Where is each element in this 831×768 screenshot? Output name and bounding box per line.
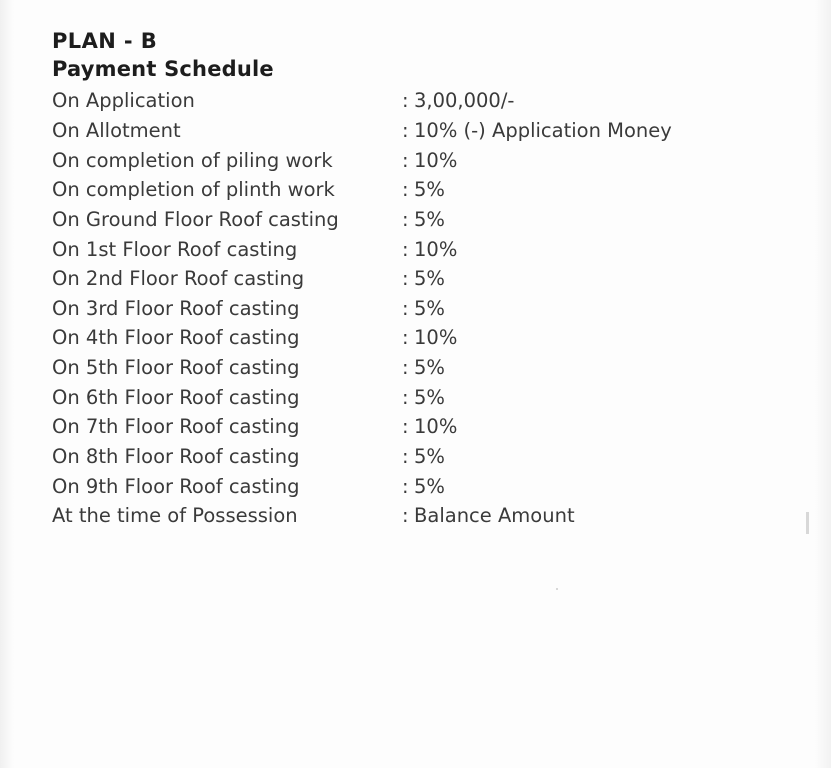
separator-colon: :	[402, 474, 409, 498]
milestone-label: On Ground Floor Roof casting	[52, 207, 339, 231]
milestone-label: On 6th Floor Roof casting	[52, 385, 300, 409]
milestone-value: 10%	[414, 326, 458, 350]
schedule-row	[52, 235, 812, 265]
separator-colon: :	[402, 326, 409, 350]
separator-colon: :	[402, 119, 409, 143]
schedule-row	[52, 323, 812, 353]
milestone-label: On 1st Floor Roof casting	[52, 237, 298, 261]
separator-colon: :	[402, 504, 409, 528]
separator-colon: :	[402, 415, 409, 439]
document-subtitle: Payment Schedule	[52, 56, 274, 81]
schedule-row	[52, 86, 812, 116]
milestone-label: At the time of Possession	[52, 504, 298, 528]
milestone-value: 5%	[414, 207, 445, 231]
payment-schedule-list	[52, 86, 812, 530]
milestone-value: 5%	[414, 444, 445, 468]
milestone-value: 5%	[414, 474, 445, 498]
separator-colon: :	[402, 444, 409, 468]
milestone-label: On 8th Floor Roof casting	[52, 444, 300, 468]
scan-speck	[556, 588, 558, 590]
milestone-value: 10%	[414, 415, 458, 439]
separator-colon: :	[402, 356, 409, 380]
milestone-value: 10%	[414, 148, 458, 172]
schedule-row	[52, 442, 812, 472]
page-right-edge-shading	[815, 0, 831, 768]
milestone-label: On Allotment	[52, 119, 181, 143]
milestone-value: 10%	[414, 237, 458, 261]
schedule-row	[52, 383, 812, 413]
separator-colon: :	[402, 178, 409, 202]
milestone-value: 10% (-) Application Money	[414, 119, 672, 143]
milestone-value: 5%	[414, 178, 445, 202]
schedule-row	[52, 205, 812, 235]
milestone-label: On 2nd Floor Roof casting	[52, 267, 305, 291]
milestone-label: On Application	[52, 89, 195, 113]
schedule-row	[52, 472, 812, 502]
schedule-row	[52, 116, 812, 146]
schedule-row	[52, 264, 812, 294]
milestone-value: 5%	[414, 385, 445, 409]
milestone-label: On completion of plinth work	[52, 178, 335, 202]
separator-colon: :	[402, 237, 409, 261]
separator-colon: :	[402, 296, 409, 320]
separator-colon: :	[402, 267, 409, 291]
milestone-label: On 4th Floor Roof casting	[52, 326, 300, 350]
payment-schedule-document	[52, 28, 812, 531]
milestone-value: 5%	[414, 356, 445, 380]
schedule-row	[52, 146, 812, 176]
milestone-value: 5%	[414, 267, 445, 291]
separator-colon: :	[402, 385, 409, 409]
milestone-label: On 9th Floor Roof casting	[52, 474, 300, 498]
milestone-label: On completion of piling work	[52, 148, 333, 172]
milestone-label: On 3rd Floor Roof casting	[52, 296, 300, 320]
separator-colon: :	[402, 207, 409, 231]
milestone-label: On 7th Floor Roof casting	[52, 415, 300, 439]
separator-colon: :	[402, 148, 409, 172]
schedule-row	[52, 175, 812, 205]
milestone-label: On 5th Floor Roof casting	[52, 356, 300, 380]
milestone-value: 3,00,000/-	[414, 89, 515, 113]
separator-colon: :	[402, 89, 409, 113]
schedule-row	[52, 412, 812, 442]
milestone-value: Balance Amount	[414, 504, 575, 528]
page-title: PLAN - B	[52, 29, 158, 53]
schedule-row	[52, 353, 812, 383]
page-left-edge-shading	[0, 0, 14, 768]
milestone-value: 5%	[414, 296, 445, 320]
schedule-row	[52, 294, 812, 324]
schedule-row	[52, 501, 812, 531]
